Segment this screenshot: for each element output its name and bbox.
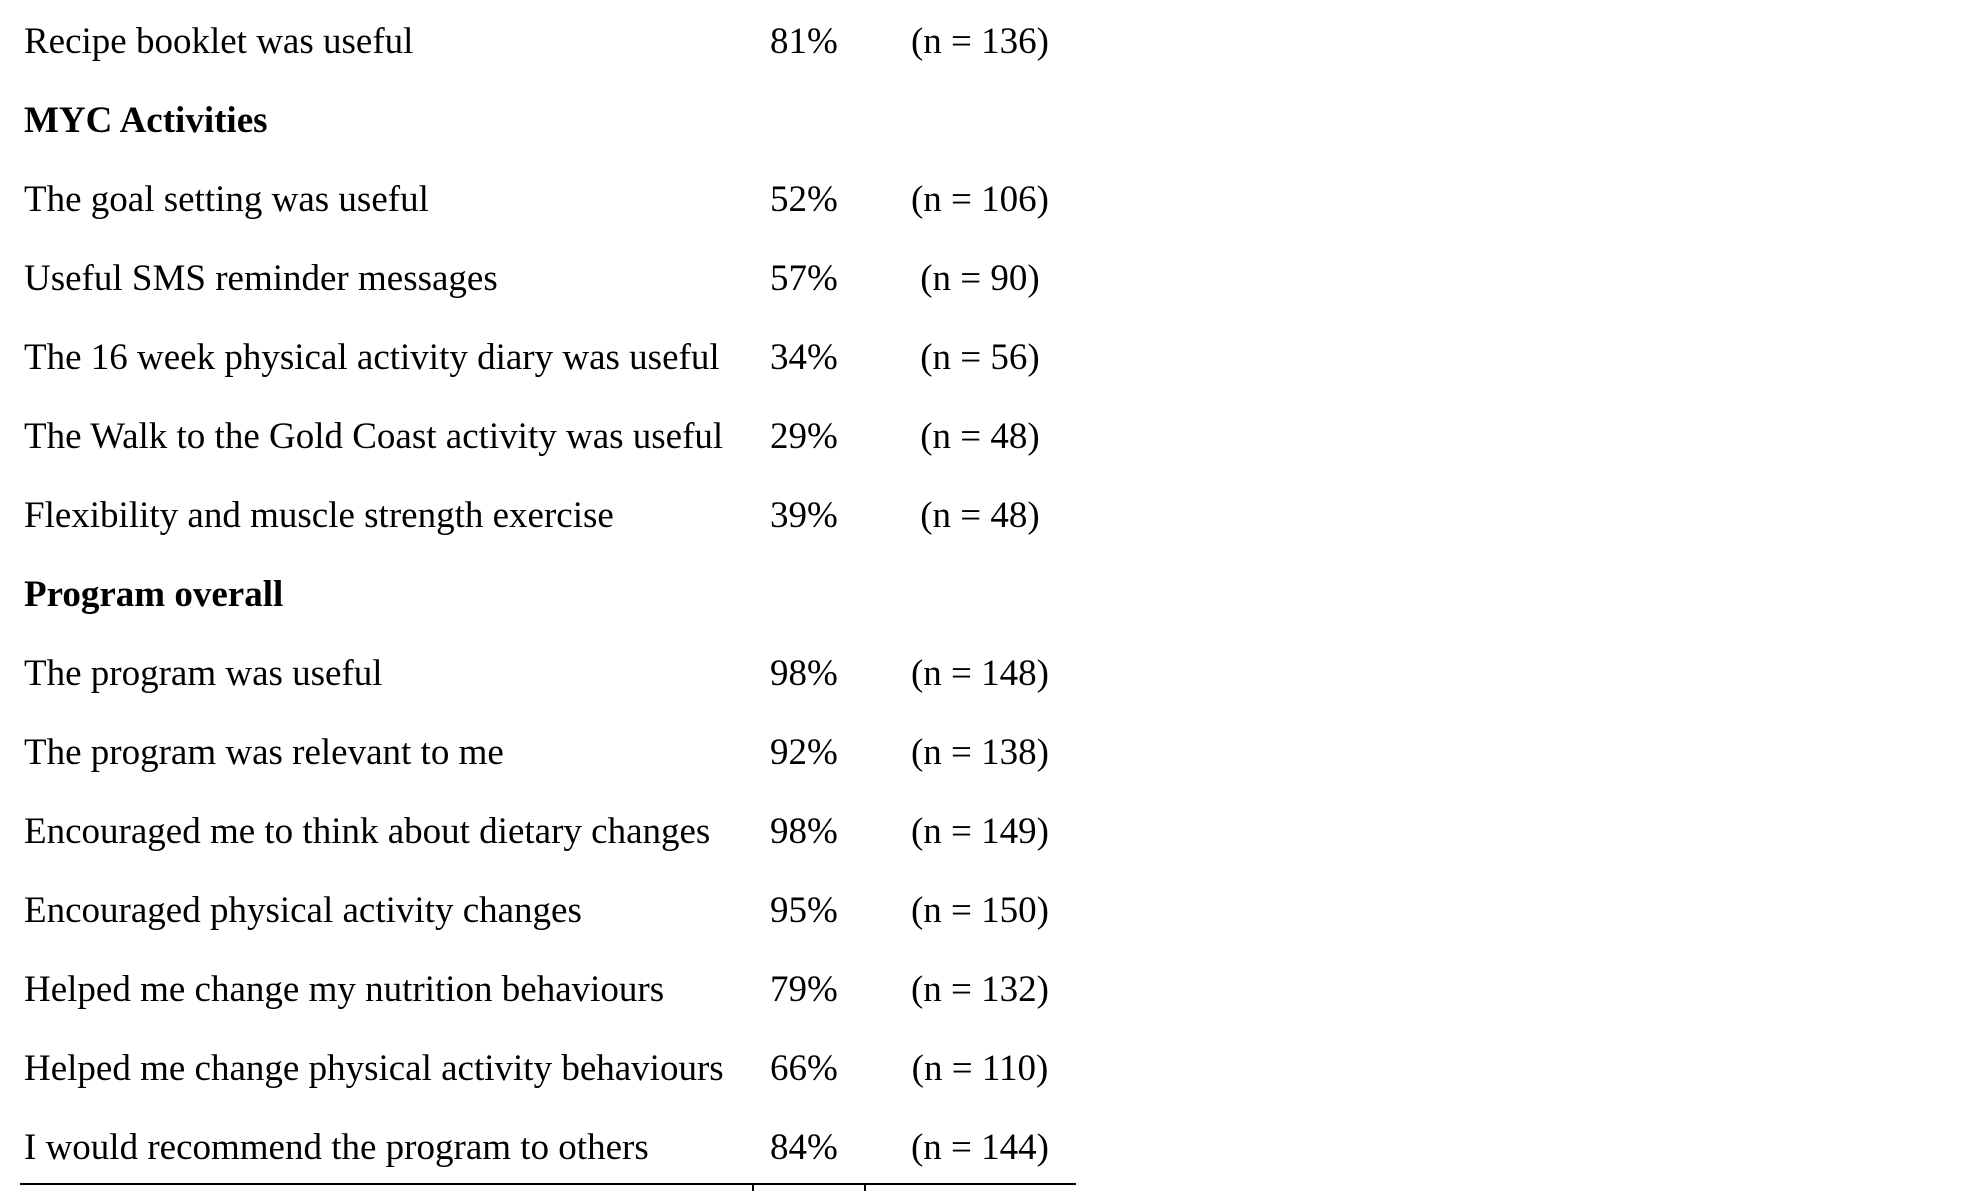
row-count: (n = 106) bbox=[910, 179, 1049, 220]
table-bottom-rule bbox=[20, 1183, 1076, 1185]
table-row bbox=[0, 1108, 1100, 1187]
row-count: (n = 136) bbox=[910, 21, 1049, 62]
section-header bbox=[0, 81, 1100, 160]
table-row bbox=[0, 871, 1100, 950]
row-percent: 57% bbox=[770, 258, 838, 299]
row-percent: 34% bbox=[770, 337, 838, 378]
row-percent: 92% bbox=[770, 732, 838, 773]
table-row bbox=[0, 397, 1100, 476]
row-percent: 98% bbox=[770, 811, 838, 852]
row-count: (n = 56) bbox=[920, 337, 1040, 378]
row-count: (n = 132) bbox=[910, 969, 1049, 1010]
table-row bbox=[0, 1029, 1100, 1108]
row-percent: 29% bbox=[770, 416, 838, 457]
column-divider-tick bbox=[864, 1183, 866, 1191]
row-percent bbox=[770, 81, 866, 160]
row-label: Encouraged me to think about dietary changes bbox=[24, 811, 711, 852]
section-title: Program overall bbox=[24, 574, 284, 615]
row-label: Helped me change my nutrition behaviours bbox=[24, 969, 665, 1010]
table-row bbox=[0, 160, 1100, 239]
section-header bbox=[0, 555, 1100, 634]
row-percent bbox=[770, 555, 866, 634]
row-count: (n = 150) bbox=[910, 890, 1049, 931]
row-label: The Walk to the Gold Coast activity was useful bbox=[24, 416, 724, 457]
row-percent: 98% bbox=[770, 653, 838, 694]
row-percent: 95% bbox=[770, 890, 838, 931]
table-row bbox=[0, 634, 1100, 713]
row-percent: 39% bbox=[770, 495, 838, 536]
row-count: (n = 138) bbox=[910, 732, 1049, 773]
table-row bbox=[0, 318, 1100, 397]
row-count: (n = 149) bbox=[910, 811, 1049, 852]
row-label: The program was useful bbox=[24, 653, 383, 694]
row-label: The goal setting was useful bbox=[24, 179, 429, 220]
table-row bbox=[0, 792, 1100, 871]
row-percent: 79% bbox=[770, 969, 838, 1010]
row-percent: 81% bbox=[770, 21, 838, 62]
table-row bbox=[0, 713, 1100, 792]
row-label: The program was relevant to me bbox=[24, 732, 504, 773]
row-percent: 66% bbox=[770, 1048, 838, 1089]
row-percent: 84% bbox=[770, 1127, 838, 1168]
row-count bbox=[880, 555, 1080, 634]
row-count: (n = 148) bbox=[910, 653, 1049, 694]
table-row bbox=[0, 239, 1100, 318]
row-count: (n = 48) bbox=[920, 416, 1040, 457]
table-row bbox=[0, 2, 1100, 81]
row-label: Encouraged physical activity changes bbox=[24, 890, 582, 931]
row-count: (n = 144) bbox=[910, 1127, 1049, 1168]
row-label: Useful SMS reminder messages bbox=[24, 258, 498, 299]
row-count: (n = 48) bbox=[920, 495, 1040, 536]
row-percent: 52% bbox=[770, 179, 838, 220]
row-count: (n = 110) bbox=[911, 1048, 1049, 1089]
table-row bbox=[0, 950, 1100, 1029]
row-label: Helped me change physical activity behaviours bbox=[24, 1048, 724, 1089]
column-divider-tick bbox=[752, 1183, 754, 1191]
section-title: MYC Activities bbox=[24, 100, 268, 141]
row-count: (n = 90) bbox=[920, 258, 1040, 299]
row-label: Recipe booklet was useful bbox=[24, 21, 414, 62]
row-count bbox=[880, 81, 1080, 160]
row-label: I would recommend the program to others bbox=[24, 1127, 649, 1168]
row-label: Flexibility and muscle strength exercise bbox=[24, 495, 614, 536]
table-row bbox=[0, 476, 1100, 555]
row-label: The 16 week physical activity diary was useful bbox=[24, 337, 720, 378]
